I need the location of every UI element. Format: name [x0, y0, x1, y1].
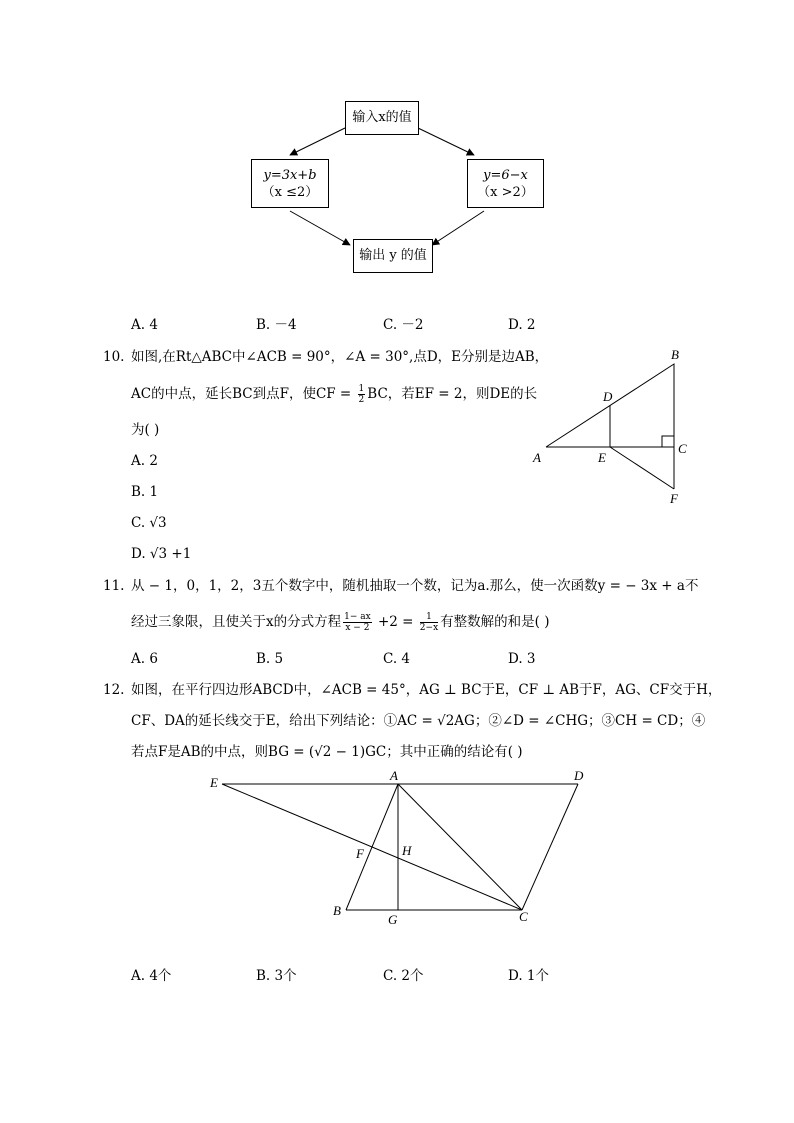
q10-label-d: D [603, 389, 613, 404]
q12-label-d: D [574, 768, 584, 783]
q11-number: 11. [103, 578, 125, 594]
q11-line2-mid: +2 = [373, 614, 418, 630]
q10-line3: 为( ) [131, 422, 160, 438]
q10-option-a: A. 2 [131, 453, 158, 469]
q10-label-e: E [598, 450, 606, 465]
q10-line1: 如图,在Rt△ABC中∠ACB = 90°，∠A = 30°,点D，E分别是边AB， [131, 349, 549, 365]
q11-frac2-num: 1 [420, 612, 438, 623]
q10-label-b: B [671, 347, 679, 362]
q10-number: 10. [103, 349, 125, 365]
q12-label-e: E [210, 775, 218, 790]
q9-option-d: D. 2 [508, 317, 536, 333]
q12-label-h: H [402, 843, 412, 858]
q10-option-b: B. 1 [131, 484, 159, 500]
q12-label-f: F [356, 846, 364, 861]
q12-line3: 若点F是AB的中点，则BG = (√2 − 1)GC；其中正确的结论有( ) [131, 744, 523, 760]
q10-label-a: A [533, 450, 541, 465]
q11-option-c: C. 4 [383, 651, 411, 667]
q12-segment-ec [222, 784, 522, 910]
flow-right-condition: （x >2） [477, 185, 534, 200]
q10-option-d: D. √3 +1 [131, 546, 192, 562]
q10-label-c: C [678, 441, 687, 456]
q11-frac1-den: x − 2 [345, 623, 370, 633]
q12-label-c: C [519, 909, 528, 924]
q12-label-g: G [388, 912, 398, 927]
q10-option-c: C. √3 [131, 515, 167, 531]
flow-input-text: 输入x的值 [352, 110, 412, 125]
q12-number: 12. [103, 682, 125, 698]
q9-option-a: A. 4 [131, 317, 158, 333]
q12-label-a: A [390, 768, 398, 783]
q12-option-b: B. 3个 [256, 968, 297, 984]
flow-left-formula: y=3x+b [263, 168, 317, 183]
flow-left-condition: （x ≤2） [261, 185, 319, 200]
q9-option-c: C. －2 [383, 317, 424, 333]
q11-option-a: A. 6 [131, 651, 158, 667]
q10-line2-end: BC，若EF = 2，则DE的长 [367, 386, 538, 402]
q11-frac1-num: 1− ax [344, 612, 371, 622]
q11-option-b: B. 5 [256, 651, 284, 667]
q10-frac-den: 2 [358, 395, 365, 405]
flow-output-text: 输出 y 的值 [359, 248, 427, 263]
q11-line1: 从 − 1，0，1，2，3五个数字中，随机抽取一个数，记为a.那么，使一次函数y = − 3x + a不 [131, 578, 699, 594]
q10-label-f: F [670, 491, 678, 506]
q12-line1: 如图，在平行四边形ABCD中，∠ACB = 45°，AG ⊥ BC于E，CF ⊥ AB于F，AG、CF交于H， [131, 682, 722, 698]
q12-line2: CF、DA的延长线交于E，给出下列结论：①AC = √2AG；②∠D = ∠CHG；③CH = CD；④ [131, 713, 706, 729]
q12-option-c: C. 2个 [383, 968, 424, 984]
q9-option-b: B. －4 [256, 317, 297, 333]
q11-frac2-den: 2−x [419, 623, 439, 633]
flow-right-formula: y=6−x [483, 168, 528, 183]
q12-segment-dc [522, 784, 578, 910]
q12-option-a: A. 4个 [131, 968, 172, 984]
q10-line2-start: AC的中点，延长BC到点F，使CF = [131, 386, 356, 402]
q11-option-d: D. 3 [508, 651, 536, 667]
q12-option-d: D. 1个 [508, 968, 550, 984]
q12-label-b: B [333, 903, 341, 918]
q11-line2-end: 有整数解的和是( ) [440, 614, 550, 630]
q10-frac-num: 1 [358, 384, 365, 394]
q12-segment-ac [398, 784, 522, 910]
q11-line2-start: 经过三象限，且使关于x的分式方程 [131, 614, 342, 630]
